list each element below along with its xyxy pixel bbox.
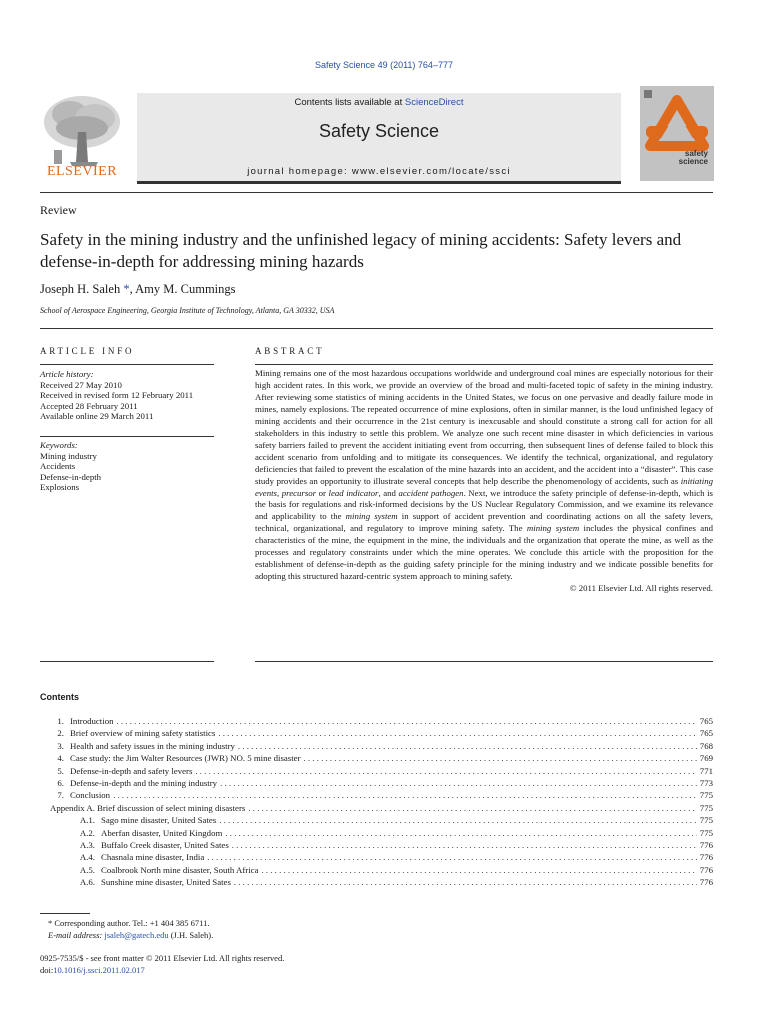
toc-leader-dots <box>195 765 696 777</box>
toc-entry-title[interactable]: Buffalo Creek disaster, United Sates <box>101 839 229 850</box>
toc-entry-title[interactable]: Health and safety issues in the mining industry <box>70 740 235 751</box>
front-matter <box>40 953 284 976</box>
toc-entry-title[interactable]: Chasnala mine disaster, India <box>101 852 205 863</box>
toc-entry-title[interactable]: Introduction <box>70 716 114 726</box>
toc-entry-number: 3. <box>57 740 64 751</box>
toc-entry-title[interactable]: Case study: the Jim Walter Resources (JWR) NO. 5 mine disaster <box>70 753 301 764</box>
journal-name: Safety Science <box>318 121 440 141</box>
toc-entry[interactable] <box>40 851 713 863</box>
safety-science-cover-icon <box>640 86 714 181</box>
toc-leader-dots <box>117 715 697 727</box>
doi-label: doi: <box>40 964 54 975</box>
toc-leader-dots <box>261 864 696 876</box>
toc-entry-page[interactable]: 769 <box>699 753 713 764</box>
abstract-body <box>255 368 713 595</box>
toc-entry[interactable] <box>40 777 713 789</box>
toc-entry-title[interactable]: Sunshine mine disaster, United Sates <box>101 877 231 888</box>
author-saleh: Joseph H. Saleh <box>40 282 121 296</box>
toc-leader-dots <box>304 752 697 764</box>
abstract-heading: ABSTRACT <box>255 346 325 356</box>
keyword: Accidents <box>40 461 76 471</box>
abstract-text: , <box>276 487 282 498</box>
keyword: Explosions <box>40 482 80 492</box>
toc-entry-title[interactable]: Brief overview of mining safety statistics <box>70 728 216 739</box>
abstract-text: includes the physical confines and characteristics of the mine, the equipment in the mine, the individuals and the organization that operate the mine, as well as the processes and regulatory constraints under which the mine operates. We conclude this article with the proposition for the establishment of defense-in-depth as the guiding safety principle for the mining industry and we indicate possible benefits for adopting this structured hazard-centric system approach to mining safety. <box>255 523 713 582</box>
divider <box>40 328 713 329</box>
toc-leader-dots <box>232 839 697 851</box>
toc-entry[interactable] <box>40 876 713 888</box>
doi-line <box>40 965 284 977</box>
abstract-text: Mining remains one of the most hazardous occupations worldwide and underground coal mines are especially notorious for their high accident rates. In this work, we provide an overview of the broad and multi-faceted topic of safety in the mining industry. After reviewing some statistics of mining accidents in the United States, we focus on one pervasive and deadly failure mode in mines, namely explosions. The repeated occurrence of mine explosions, often in similar manner, is the loud unfinished legacy of mining accidents and their occurrence in the 21st century is inexcusable and should constitute a strong call for action for all stakeholders in this industry to settle this problem. We analyze one such recent mine disaster in which deficiencies in various safety barriers failed to prevent the accident initiating event from occurring, then subsequent lines of defense failed to block this accident scenario from unfolding and to mitigate its consequences. We identify the technical, organizational, and regulatory deficiencies that failed to prevent the escalation of the mine hazards into an accident, and the accident into a “disaster”. This case study provides an opportunity to illustrate several concepts that help describe the phenomenology of accidents, such as <box>255 368 713 486</box>
toc-entry-number: 5. <box>57 765 64 776</box>
journal-cover-thumbnail[interactable] <box>640 86 714 181</box>
divider <box>255 661 713 662</box>
history-label: Article history: <box>40 369 94 379</box>
cover-title-line-2: science <box>678 156 708 166</box>
article-info-heading: ARTICLE INFO <box>40 346 135 356</box>
article-history <box>40 369 214 422</box>
toc-entry-number: A.1. <box>79 815 95 826</box>
table-of-contents <box>40 715 713 888</box>
toc-entry-page[interactable]: 775 <box>699 827 713 838</box>
divider <box>40 364 214 365</box>
divider <box>40 661 214 662</box>
toc-entry[interactable] <box>40 740 713 752</box>
toc-entry-page[interactable]: 776 <box>699 877 713 888</box>
email-suffix: (J.H. Saleh). <box>168 929 214 940</box>
toc-leader-dots <box>218 727 696 739</box>
contents-heading: Contents <box>40 692 79 702</box>
abstract-text: . Next, we introduce the safety principle of defense-in-depth, which is the basis for regulations and risk-informed decisions by the US Nuclear Regulatory Commission, and we examine its relevance and applicability to the <box>255 487 713 522</box>
history-accepted: Accepted 28 February 2011 <box>40 400 138 411</box>
history-online: Available online 29 March 2011 <box>40 411 154 421</box>
cover-title-line-1: safety <box>684 149 708 158</box>
author-list <box>40 282 236 297</box>
divider <box>255 364 713 365</box>
toc-entry[interactable] <box>40 864 713 876</box>
keyword: Defense-in-depth <box>40 471 102 482</box>
toc-entry-page[interactable]: 775 <box>699 815 713 826</box>
abstract-paragraph <box>255 368 713 583</box>
toc-entry-page[interactable]: 775 <box>699 790 713 801</box>
toc-entry-title[interactable]: Conclusion <box>70 790 111 801</box>
toc-entry-page[interactable]: 765 <box>699 716 713 726</box>
abstract-text: , and <box>378 487 399 498</box>
toc-entry-page[interactable]: 776 <box>699 839 713 850</box>
footnote <box>40 918 213 941</box>
abstract-term: precursor <box>281 487 317 498</box>
toc-entry-title[interactable]: Defense-in-depth and safety levers <box>70 765 193 776</box>
toc-entry-number: A.6. <box>79 877 95 888</box>
toc-entry-number: 1. <box>57 716 64 726</box>
toc-entry-number: Appendix A. <box>50 802 95 813</box>
article-type: Review <box>40 203 77 217</box>
elsevier-logo <box>40 92 124 184</box>
author-email-link[interactable]: jsaleh@gatech.edu <box>104 929 169 940</box>
toc-entry-title[interactable]: Sago mine disaster, United Sates <box>101 815 217 826</box>
toc-entry-page[interactable]: 776 <box>699 864 713 875</box>
author-separator: , <box>129 282 136 296</box>
abstract-term: mining system <box>345 511 398 522</box>
history-received: Received 27 May 2010 <box>40 379 122 390</box>
abstract-term: mining system <box>526 523 580 534</box>
corresponding-author-note: * Corresponding author. Tel.: +1 404 385 6711. <box>48 918 210 928</box>
toc-entry-number: A.5. <box>79 864 95 875</box>
issn-line: 0925-7535/$ - see front matter © 2011 Elsevier Ltd. All rights reserved. <box>40 953 285 963</box>
abstract-term: accident pathogen <box>398 487 464 498</box>
keywords-label: Keywords: <box>40 440 78 450</box>
journal-banner <box>137 93 621 184</box>
toc-leader-dots <box>113 789 697 801</box>
toc-entry-page[interactable]: 773 <box>699 777 713 788</box>
toc-entry[interactable] <box>40 727 713 739</box>
toc-entry-page[interactable]: 765 <box>699 728 713 739</box>
journal-homepage-link[interactable]: journal homepage: www.elsevier.com/locate/ssci <box>247 166 511 177</box>
toc-leader-dots <box>220 777 697 789</box>
cover-title <box>640 150 708 165</box>
toc-entry[interactable] <box>40 802 713 814</box>
sciencedirect-link[interactable]: ScienceDirect <box>404 97 464 108</box>
toc-entry[interactable] <box>40 765 713 777</box>
email-line <box>40 930 213 942</box>
abstract-text: or <box>316 487 329 498</box>
toc-entry[interactable] <box>40 827 713 839</box>
toc-entry-number: 7. <box>57 790 64 801</box>
elsevier-wordmark: ELSEVIER <box>46 164 118 179</box>
toc-entry[interactable] <box>40 839 713 851</box>
email-label: E-mail address: <box>48 929 105 940</box>
author-affiliation: School of Aerospace Engineering, Georgia Institute of Technology, Atlanta, GA 30332, USA <box>40 306 335 315</box>
toc-entry-page[interactable]: 768 <box>699 740 713 751</box>
toc-leader-dots <box>207 851 697 863</box>
toc-entry[interactable] <box>40 789 713 801</box>
toc-entry-title[interactable]: Coalbrook North mine disaster, South Africa <box>101 864 259 875</box>
toc-entry[interactable] <box>40 752 713 764</box>
divider <box>40 436 214 437</box>
toc-entry-page[interactable]: 776 <box>699 852 713 863</box>
abstract-copyright: © 2011 Elsevier Ltd. All rights reserved. <box>569 583 713 594</box>
contents-available-line <box>137 97 621 108</box>
abstract-term: initiating events <box>255 475 713 498</box>
toc-leader-dots <box>248 802 696 814</box>
toc-leader-dots <box>219 814 697 826</box>
article-title: Safety in the mining industry and the unfinished legacy of mining accidents: Safety levers and defense-in-depth for addressing mining hazards <box>40 230 682 271</box>
toc-entry-title[interactable]: Brief discussion of select mining disasters <box>97 802 246 813</box>
toc-entry[interactable] <box>40 715 713 727</box>
toc-entry-number: 2. <box>57 728 64 739</box>
author-cummings: Amy M. Cummings <box>135 282 236 296</box>
contents-prefix: Contents lists available at <box>294 97 405 108</box>
toc-leader-dots <box>225 827 696 839</box>
toc-entry-number: A.3. <box>79 839 95 850</box>
toc-entry-page[interactable]: 771 <box>699 765 713 776</box>
toc-leader-dots <box>238 740 697 752</box>
keyword: Mining industry <box>40 450 97 461</box>
corresponding-author-marker[interactable]: * <box>120 282 130 296</box>
journal-citation-link[interactable]: Safety Science 49 (2011) 764–777 <box>315 60 453 70</box>
toc-entry-title[interactable]: Defense-in-depth and the mining industry <box>70 777 218 788</box>
abstract-term: lead indicator <box>328 487 379 498</box>
abstract-text: in support of accident prevention and coordinating actions on all the safety levers, technical, organizational, and regulatory to improve mining safety. The <box>255 511 714 534</box>
keywords <box>40 440 214 493</box>
toc-entry-page[interactable]: 775 <box>699 802 713 813</box>
history-revised: Received in revised form 12 February 2011 <box>40 390 194 400</box>
divider <box>40 192 713 193</box>
toc-entry-number: 4. <box>57 753 64 764</box>
toc-entry-title[interactable]: Aberfan disaster, United Kingdom <box>101 827 223 838</box>
toc-entry-number: A.2. <box>79 827 95 838</box>
toc-entry[interactable] <box>40 814 713 826</box>
doi-link[interactable]: 10.1016/j.ssci.2011.02.017 <box>53 964 145 975</box>
footnote-divider <box>40 913 90 914</box>
toc-entry-number: 6. <box>57 777 64 788</box>
toc-entry-number: A.4. <box>79 852 95 863</box>
toc-leader-dots <box>234 876 697 888</box>
